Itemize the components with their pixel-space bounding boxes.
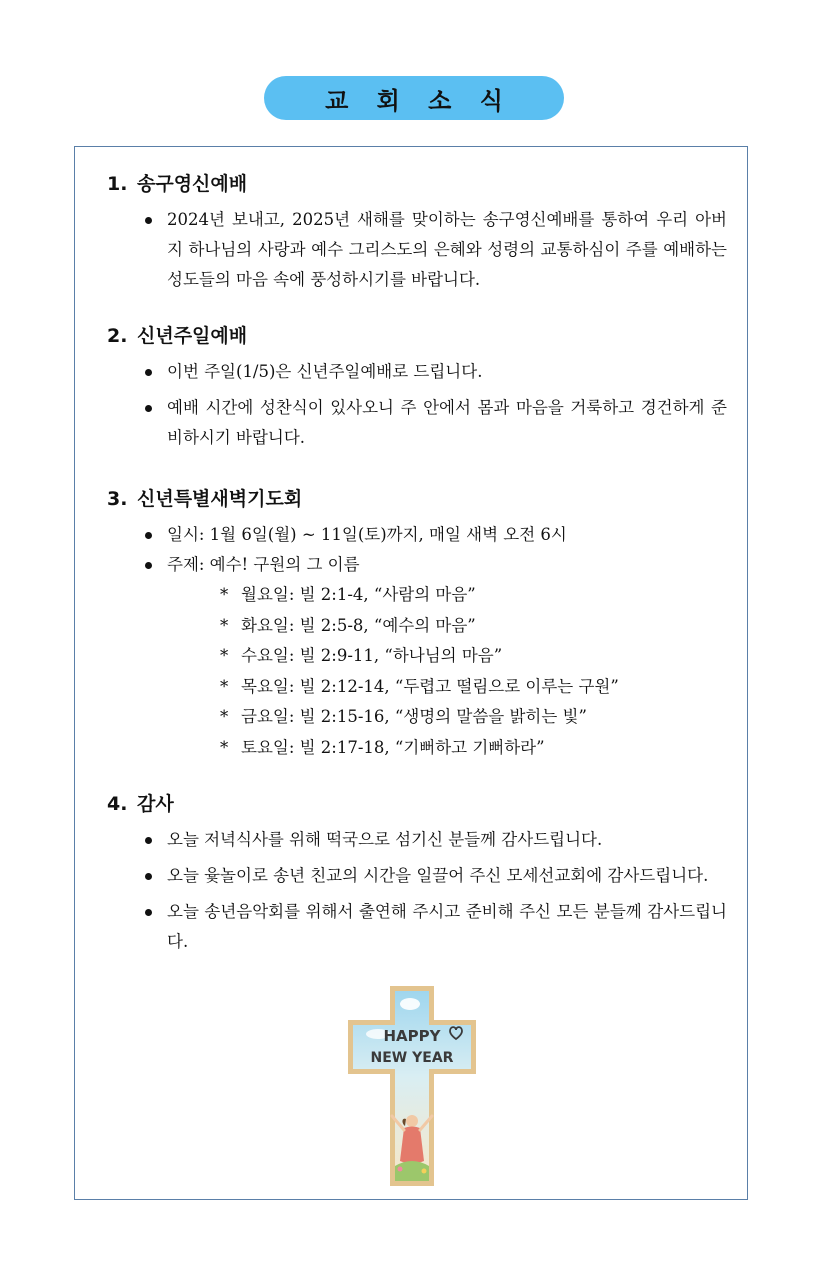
section-title: 신년주일예배 [137,325,248,347]
schedule-list [107,580,727,763]
schedule-item: * 월요일: 빌 2:1-4, “사람의 마음” [107,580,727,611]
bullet-item: 오늘 송년음악회를 위해서 출연해 주시고 준비해 주신 모든 분들께 감사드립니다. [107,897,727,957]
section-2 [107,323,727,459]
bullet-item: 일시: 1월 6일(월) ~ 11일(토)까지, 매일 새벽 오전 6시 [107,520,727,550]
bullet-list [107,205,727,295]
bullet-list [107,825,727,957]
bullet-item: 예배 시간에 성찬식이 있사오니 주 안에서 몸과 마음을 거룩하고 경건하게 준비하시기 바랍니다. [107,393,727,453]
bullet-item: 이번 주일(1/5)은 신년주일예배로 드립니다. [107,357,727,387]
section-heading [107,486,727,512]
section-heading [107,171,727,197]
section-title: 신년특별새벽기도회 [137,488,303,510]
bullet-list [107,357,727,453]
bullet-item: 오늘 저녁식사를 위해 떡국으로 섬기신 분들께 감사드립니다. [107,825,727,855]
section-4 [107,791,727,963]
page-title: 교 회 소 식 [325,86,513,115]
schedule-item: * 토요일: 빌 2:17-18, “기뻐하고 기뻐하라” [107,733,727,764]
section-title: 감사 [137,793,174,815]
section-number: 2. [107,325,128,347]
schedule-item: * 금요일: 빌 2:15-16, “생명의 말씀을 밝히는 빛” [107,702,727,733]
title-banner [264,76,564,120]
happy-new-year-cross-image [348,986,476,1186]
section-number: 1. [107,173,128,195]
section-3 [107,486,727,763]
section-heading [107,323,727,349]
schedule-item: * 수요일: 빌 2:9-11, “하나님의 마음” [107,641,727,672]
section-number: 4. [107,793,128,815]
section-1 [107,171,727,301]
bullet-item: 오늘 윷놀이로 송년 친교의 시간을 일끌어 주신 모세선교회에 감사드립니다. [107,861,727,891]
cross-text-line1: HAPPY [383,1027,441,1045]
bullet-list [107,520,727,580]
schedule-item: * 목요일: 빌 2:12-14, “두렵고 떨림으로 이루는 구원” [107,672,727,703]
section-number: 3. [107,488,128,510]
section-heading [107,791,727,817]
bullet-item: 2024년 보내고, 2025년 새해를 맞이하는 송구영신예배를 통하여 우리 아버지 하나님의 사랑과 예수 그리스도의 은혜와 성령의 교통하심이 주를 예배하는 성도들의 마음 속에 풍성하시기를 바랍니다. [107,205,727,295]
section-title: 송구영신예배 [137,173,248,195]
schedule-item: * 화요일: 빌 2:5-8, “예수의 마음” [107,611,727,642]
bullet-item: 주제: 예수! 구원의 그 이름 [107,550,727,580]
cross-text-line2: NEW YEAR [370,1050,454,1066]
